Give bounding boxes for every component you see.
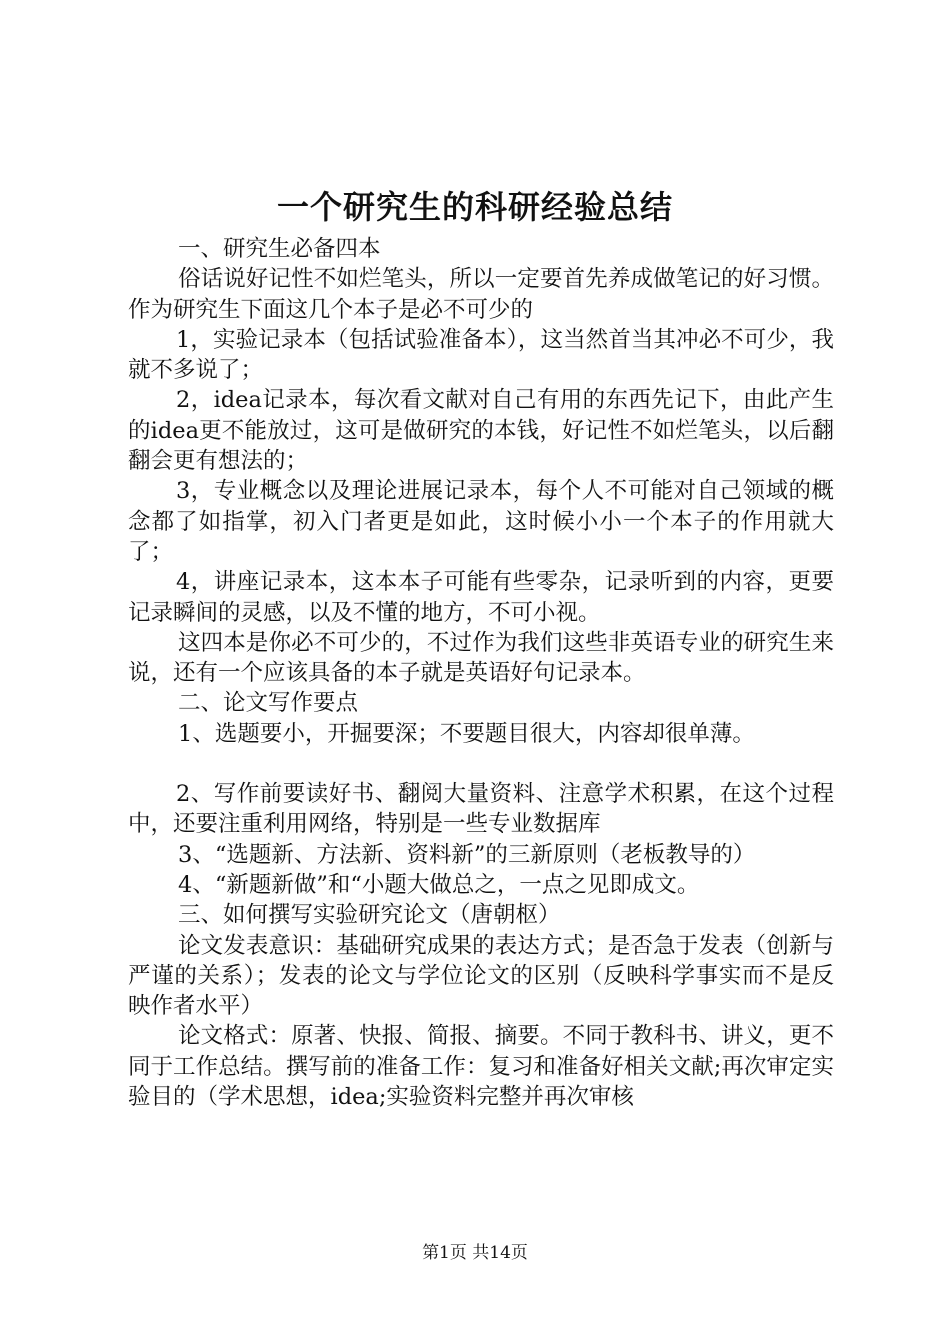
section-heading-3: 三、如何撰写实验研究论文（唐朝枢） [178,902,561,929]
list-item-writing-2: 2、写作前要读好书、翻阅大量资料、注意学术积累，在这个过程中，还要注重利用网络，特别是一些专业数据库 [128,781,834,838]
section-heading-2: 二、论文写作要点 [178,690,359,717]
paragraph-summary: 这四本是你必不可少的，不过作为我们这些非英语专业的研究生来说，还有一个应该具备的本子就是英语好句记录本。 [128,629,834,687]
paragraph-intro: 俗话说好记性不如烂笔头，所以一定要首先养成做笔记的好习惯。作为研究生下面这几个本子是必不可少的 [128,266,834,323]
paragraph-publication: 论文发表意识：基础研究成果的表达方式；是否急于发表（创新与严谨的关系）；发表的论文与学位论文的区别（反映科学事实而不是反映作者水平） [128,932,834,1020]
list-item-writing-1: 1、选题要小，开掘要深；不要题目很大，内容却很单薄。 [178,720,755,747]
list-item-notebook-2: 2，idea记录本，每次看文献对自己有用的东西先记下，由此产生的idea更不能放过，这可是做研究的本钱，好记性不如烂笔头，以后翻翻会更有想法的； [128,387,834,475]
blank-line [128,749,834,779]
document-title: 一个研究生的科研经验总结 [276,188,673,226]
list-item-notebook-1: 1，实验记录本（包括试验准备本），这当然首当其冲必不可少，我就不多说了； [128,326,834,384]
list-item-notebook-3: 3，专业概念以及理论进展记录本，每个人不可能对自己领域的概念都了如指掌，初入门者更是如此，这时候小小一个本子的作用就大了； [128,478,834,565]
document-body [128,234,834,1112]
list-item-writing-3: 3、“选题新、方法新、资料新”的三新原则（老板教导的） [178,841,756,868]
page-number-footer: 第1页 共14页 [422,1243,528,1263]
list-item-notebook-4: 4，讲座记录本，这本本子可能有些零杂，记录听到的内容，更要记录瞬间的灵感，以及不懂的地方，不可小视。 [128,569,834,626]
list-item-writing-4: 4、“新题新做”和“小题大做总之，一点之见即成文。 [178,871,700,898]
paragraph-format: 论文格式：原著、快报、简报、摘要。不同于教科书、讲义，更不同于工作总结。撰写前的准备工作：复习和准备好相关文献;再次审定实验目的（学术思想，idea;实验资料完整并再次审核 [128,1023,834,1111]
section-heading-1: 一、研究生必备四本 [178,236,381,262]
